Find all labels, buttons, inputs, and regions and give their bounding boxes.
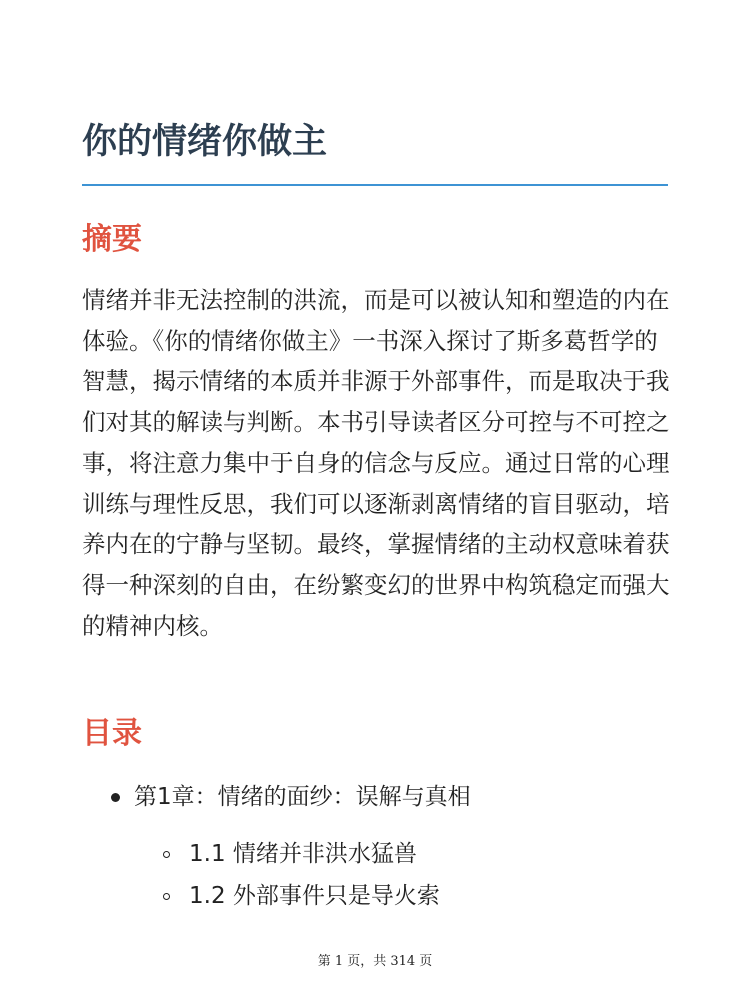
page-title: 你的情绪你做主 <box>82 122 328 162</box>
circle-bullet-icon <box>163 851 170 858</box>
disc-bullet-icon <box>111 793 120 802</box>
toc-section-1-2-label[interactable]: 1.2 外部事件只是导火索 <box>189 883 440 909</box>
toc-chapter-1-label[interactable]: 第1章：情绪的面纱：误解与真相 <box>134 784 471 810</box>
circle-bullet-icon <box>163 893 170 900</box>
toc-section-1-1-label[interactable]: 1.1 情绪并非洪水猛兽 <box>189 841 417 867</box>
toc-heading: 目录 <box>82 716 142 751</box>
page-number-footer: 第 1 页，共 314 页 <box>317 954 433 969</box>
title-divider <box>82 184 668 186</box>
summary-paragraph: 情绪并非无法控制的洪流，而是可以被认知和塑造的内在体验。《你的情绪你做主》一书深入探讨了斯多葛哲学的智慧，揭示情绪的本质并非源于外部事件，而是取决于我们对其的解读与判断。本书引导读者区分可控与不可控之事，将注意力集中于自身的信念与反应。通过日常的心理训练与理性反思，我们可以逐渐剥离情绪的盲目驱动，培养内在的宁静与坚韧。最终，掌握情绪的主动权意味着获得一种深刻的自由，在纷繁变幻的世界中构筑稳定而强大的精神内核。 <box>82 286 670 640</box>
summary-heading: 摘要 <box>82 222 142 257</box>
